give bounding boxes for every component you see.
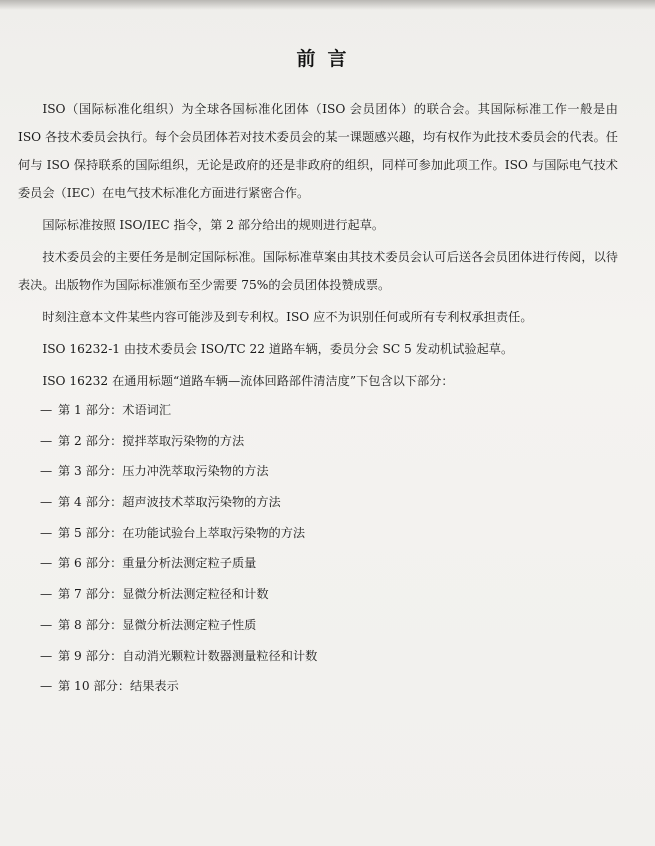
dash-bullet: — [40, 617, 53, 632]
parts-list [18, 395, 618, 702]
page-title: 前言 [296, 48, 359, 70]
part-label: 第 3 部分：压力冲洗萃取污染物的方法 [58, 464, 269, 479]
list-item [18, 456, 618, 487]
part-label: 第 4 部分：超声波技术萃取污染物的方法 [58, 495, 281, 510]
list-item [18, 395, 618, 426]
part-label: 第 1 部分：术语词汇 [58, 403, 172, 417]
dash-bullet: — [40, 433, 53, 448]
dash-bullet: — [40, 556, 53, 571]
list-item [18, 610, 618, 641]
list-item [18, 426, 618, 457]
list-item [18, 548, 618, 579]
list-item [18, 579, 618, 610]
dash-bullet: — [40, 587, 53, 602]
paragraph-committee-task: 技术委员会的主要任务是制定国际标准。国际标准草案由其技术委员会认可后送各会员团体进行传阅，以待表决。出版物作为国际标准颁布至少需要 75%的会员团体投赞成票。 [18, 250, 618, 292]
paragraph-patent-notice: 时刻注意本文件某些内容可能涉及到专利权。ISO 应不为识别任何或所有专利权承担责任。 [42, 310, 533, 324]
page-edge-shadow [0, 0, 655, 10]
dash-bullet: — [40, 648, 53, 663]
paragraph-prepared-by: ISO 16232-1 由技术委员会 ISO/TC 22 道路车辆，委员分会 SC 5 发动机试验起草。 [42, 342, 514, 356]
dash-bullet: — [40, 679, 53, 694]
paragraph-parts-intro: ISO 16232 在通用标题“道路车辆—流体回路部件清洁度”下包含以下部分： [42, 374, 454, 388]
part-label: 第 10 部分：结果表示 [58, 679, 179, 694]
part-label: 第 7 部分：显微分析法测定粒径和计数 [58, 587, 269, 602]
paragraph-iso-intro: ISO（国际标准化组织）为全球各国标准化团体（ISO 会员团体）的联合会。其国际标准工作一般是由 ISO 各技术委员会执行。每个会员团体若对技术委员会的某一课题感兴趣，均有权作为此技术委员会的代表。任何与 ISO 保持联系的国际组织，无论是政府的还是非政府的组织，同样可参加此项工作。ISO 与国际电气技术委员会（IEC）在电气技术标准化方面进行紧密合作。 [18, 102, 618, 200]
part-label: 第 8 部分：显微分析法测定粒子性质 [58, 617, 257, 632]
list-item [18, 641, 618, 672]
part-label: 第 2 部分：搅拌萃取污染物的方法 [58, 433, 245, 448]
dash-bullet: — [40, 403, 53, 417]
dash-bullet: — [40, 464, 53, 479]
dash-bullet: — [40, 495, 53, 510]
part-label: 第 9 部分：自动消光颗粒计数器测量粒径和计数 [58, 648, 318, 663]
list-item [18, 518, 618, 549]
dash-bullet: — [40, 525, 53, 540]
document-body [18, 95, 618, 702]
paragraph-drafting-rules: 国际标准按照 ISO/IEC 指令，第 2 部分给出的规则进行起草。 [42, 218, 385, 232]
part-label: 第 5 部分：在功能试验台上萃取污染物的方法 [58, 525, 306, 540]
part-label: 第 6 部分：重量分析法测定粒子质量 [58, 556, 257, 571]
list-item [18, 671, 618, 702]
list-item [18, 487, 618, 518]
